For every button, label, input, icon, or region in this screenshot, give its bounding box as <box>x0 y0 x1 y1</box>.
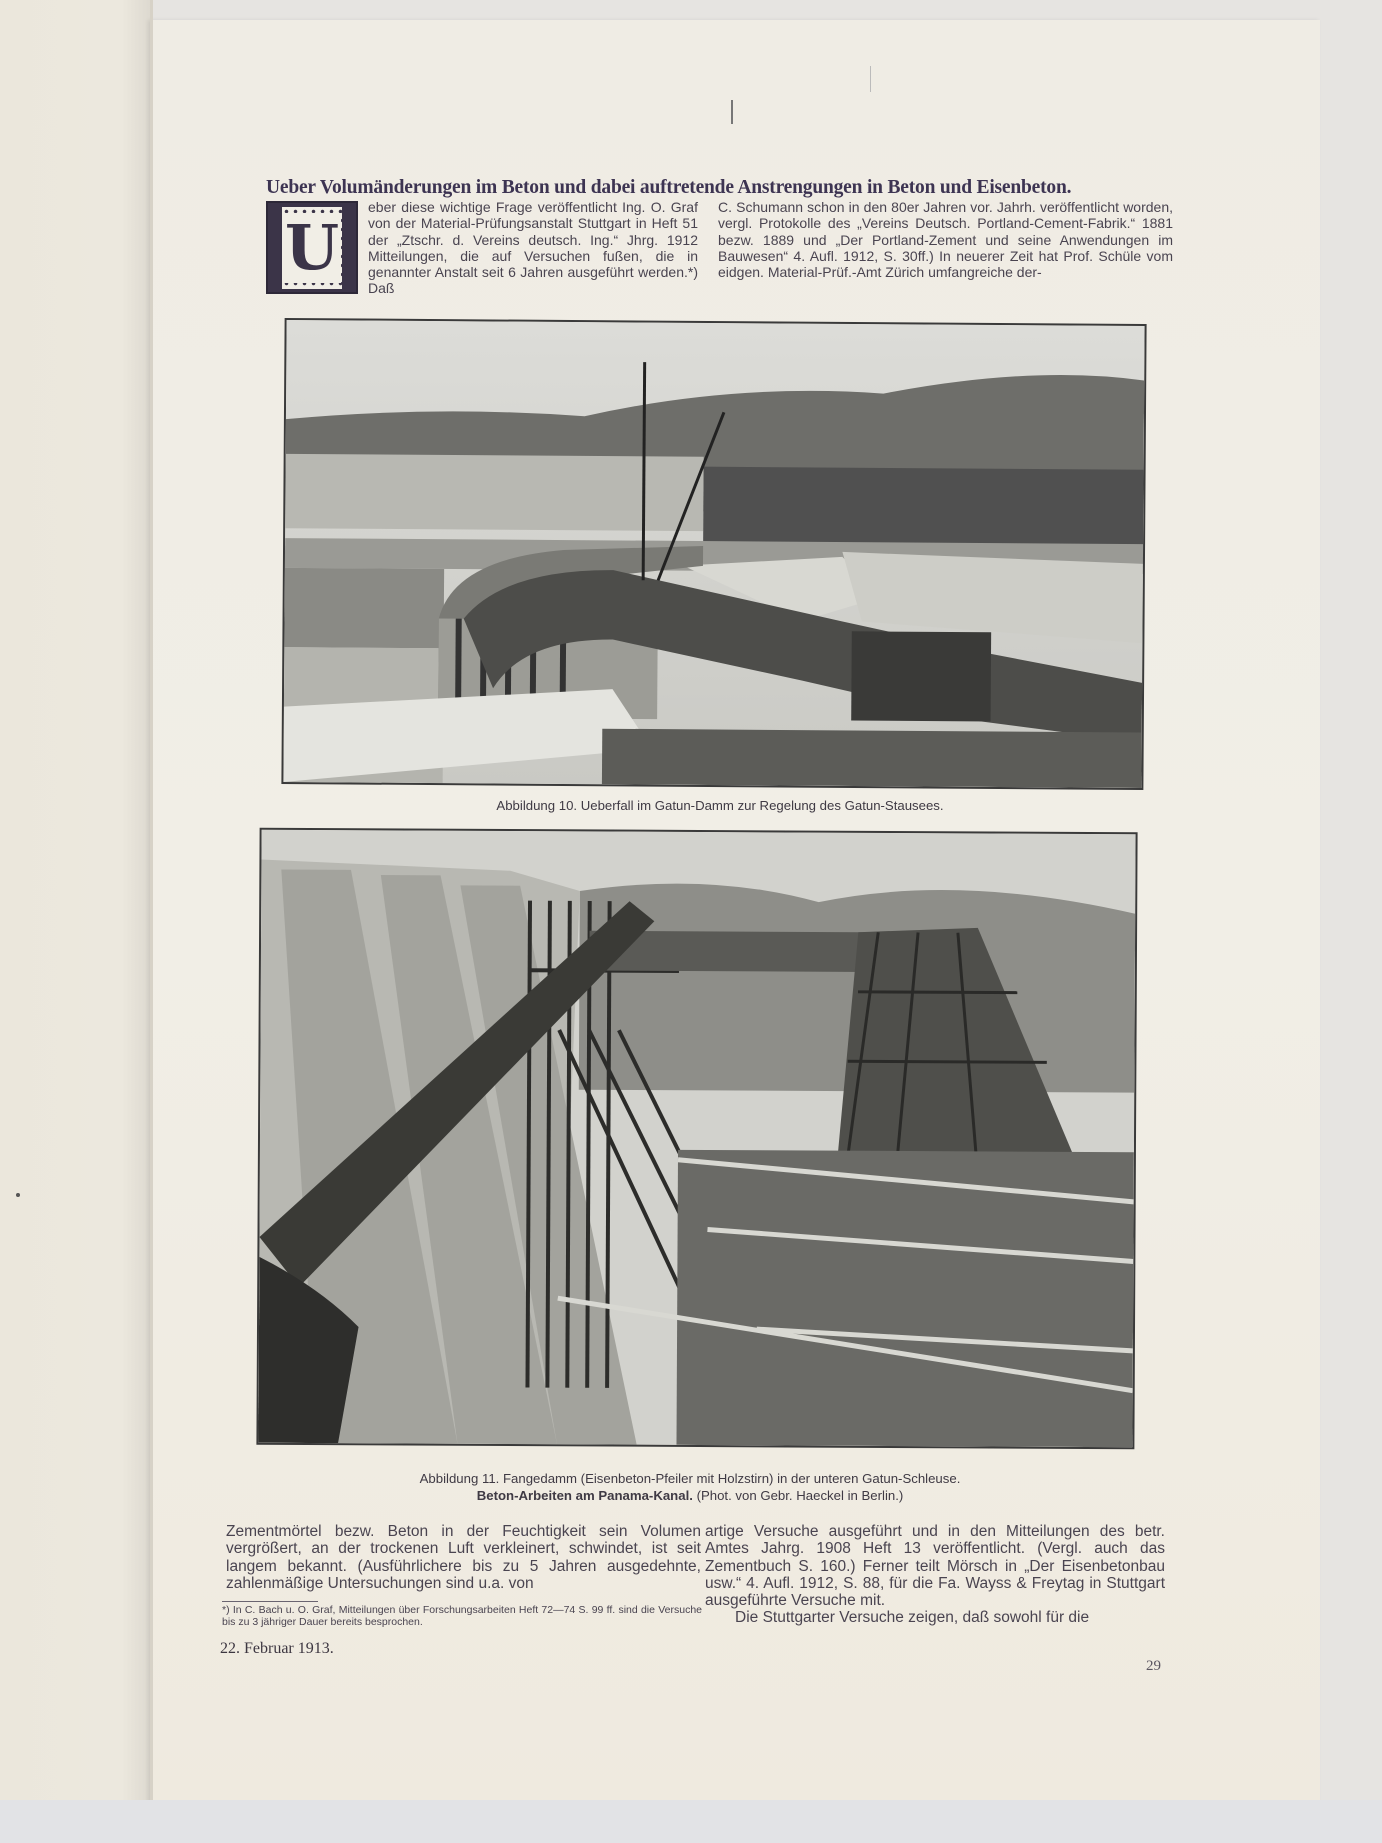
footnote-divider <box>222 1601 318 1602</box>
figure-10-caption: Abbildung 10. Ueberfall im Gatun-Damm zur Regelung des Gatun-Stausees. <box>496 798 944 813</box>
figure-11-photo-credit: (Phot. von Gebr. Haeckel in Berlin.) <box>692 1488 904 1503</box>
figure-11-photo <box>256 828 1137 1450</box>
intro-column-1 <box>368 199 698 297</box>
figure-10-photo <box>281 318 1146 790</box>
decorative-initial <box>266 201 358 294</box>
figure-11-caption-title: Beton-Arbeiten am Panama-Kanal. <box>476 1488 693 1503</box>
issue-date: 22. Februar 1913. <box>220 1640 334 1657</box>
paper-mark <box>870 66 871 92</box>
figure-11-caption-line2 <box>330 1488 1050 1503</box>
body-text-2: artige Versuche ausgeführt und in den Mitteilungen des betr. Amtes Jahrg. 1908 Heft 13 veröffentlicht. (Vergl. auch das Zementbuch S. 160.) Ferner teilt Mörsch in „Der Eisenbetonbau usw.“ 4. Aufl. 1912, S. 88, für die Fa. Wayss & Freytag in Stuttgart ausgeführte Versuche mit. <box>705 1523 1165 1610</box>
paper-mark <box>16 1193 20 1197</box>
initial-letter: U <box>284 210 340 284</box>
paper-mark <box>731 100 733 124</box>
intro-text-2: C. Schumann schon in den 80er Jahren vor. Jahrh. veröffentlicht worden, vergl. Protokolle des „Vereins Deutsch. Portland-Cement-Fabrik.“ 1881 bezw. 1889 und „Der Portland-Zement und seine Anwendungen im Bauwesen“ 4. Aufl. 1912, S. 30ff.) In neuerer Zeit hat Prof. Schüle vom eidgen. Material-Prüf.-Amt Zürich umfangreiche der- <box>718 199 1173 281</box>
body-column-2 <box>705 1523 1165 1627</box>
page-fold <box>150 0 153 1843</box>
article-title: Ueber Volumänderungen im Beton und dabei auftretende Anstrengungen in Beton und Eisenbeton. <box>266 177 1072 199</box>
body-text-1: Zementmörtel bezw. Beton in der Feuchtigkeit sein Volumen vergrößert, an der trockenen Luft verkleinert, schwindet, ist seit langem bekannt. (Ausführlichere bis zu 5 Jahren ausgedehnte, zahlenmäßige Untersuchungen sind u.a. von <box>226 1523 701 1592</box>
page-number: 29 <box>1146 1658 1161 1674</box>
intro-text-1: eber diese wichtige Frage veröffentlicht Ing. O. Graf von der Material-Prüfungsanstalt Stuttgart in Heft 51 der „Ztschr. d. Vereins deutsch. Ing.“ Jhrg. 1912 Mitteilungen, die auf Versuchen fußen, die in genannter Anstalt seit 6 Jahren ausgeführt werden.*) Daß <box>368 199 698 297</box>
left-page-edge <box>0 0 152 1843</box>
cofferdam-photo-icon <box>258 830 1135 1448</box>
background-surface <box>0 1800 1382 1843</box>
footnote <box>222 1604 702 1628</box>
footnote-text: *) In C. Bach u. O. Graf, Mitteilungen über Forschungsarbeiten Heft 72—74 S. 99 ff. sind die Versuche bis zu 3 jähriger Dauer bereits besprochen. <box>222 1604 702 1628</box>
figure-11-caption-line1: Abbildung 11. Fangedamm (Eisenbeton-Pfeiler mit Holzstirn) in der unteren Gatun-Schleuse. <box>419 1471 961 1486</box>
body-text-3: Die Stuttgarter Versuche zeigen, daß sowohl für die <box>735 1609 1090 1627</box>
intro-column-2 <box>718 199 1173 280</box>
spillway-photo-icon <box>283 320 1144 788</box>
body-column-1 <box>226 1523 701 1592</box>
